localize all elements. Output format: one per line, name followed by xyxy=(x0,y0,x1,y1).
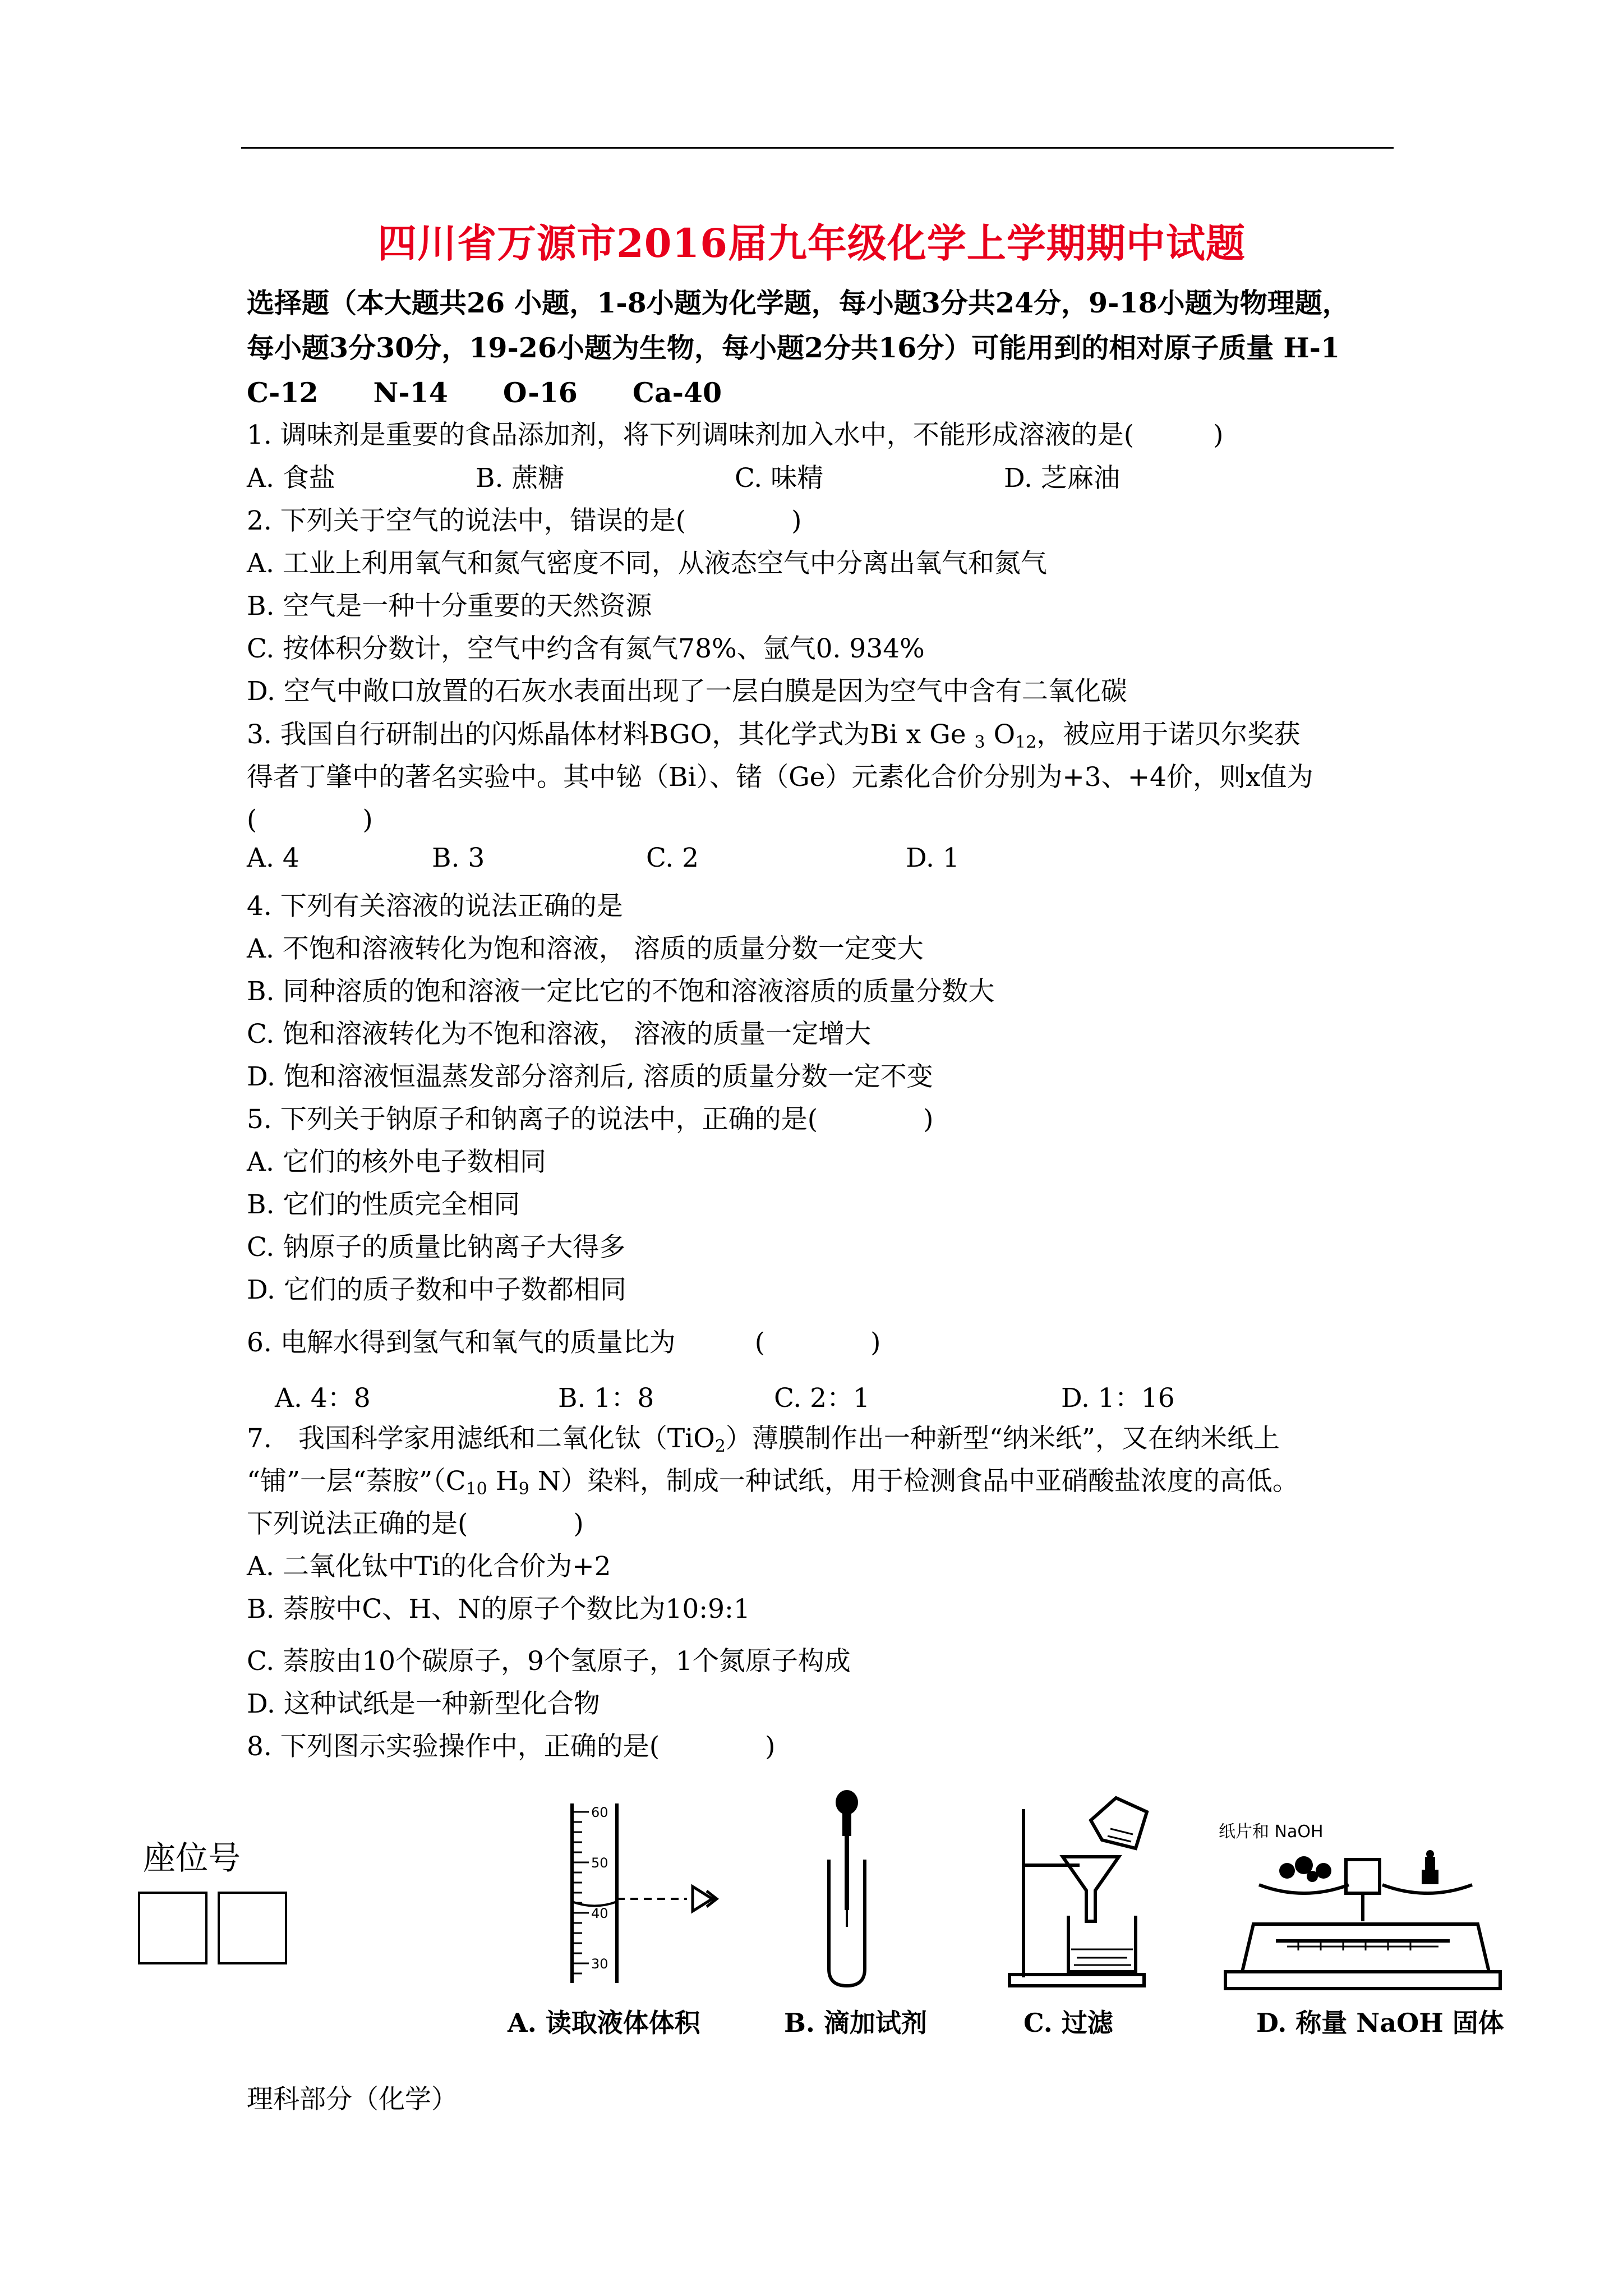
q5-option-d: D. 它们的质子数和中子数都相同 xyxy=(247,1274,626,1305)
q7-stem-line2: “铺”一层“萘胺$”(C_{10}$ $H_9$ N）染料，制成一种试纸，用于检测食品中亚硝酸盐浓度的高低。 xyxy=(247,1466,1299,1499)
q1-stem: 1. 调味剂是重要的食品添加剂，将下列调味剂加入水中，不能形成溶液的是( ) xyxy=(247,420,1224,450)
q7-option-d: D. 这种试纸是一种新型化合物 xyxy=(247,1688,600,1719)
q3-option-d: D. 1 xyxy=(906,843,960,873)
q2-option-c: C. 按体积分数计，空气中约含有氮气78%、氩气0. 934% xyxy=(247,633,925,664)
intro-line: 选择题（本大题共26 小题，1-8小题为化学题，每小题3分共24分，9-18小题为物理题， xyxy=(247,287,1350,319)
q7-stem-line1: 7. 我国科学家用滤纸和二氧化钛（TiO$_2$）薄膜制作出一种新型“纳米纸”，又在纳米纸上 xyxy=(247,1423,1280,1456)
balance-paper-naoh-label: 纸片和 NaOH xyxy=(1219,1822,1324,1842)
q4-option-b: B. 同种溶质的饱和溶液一定比它的不饱和溶液溶质的质量分数大 xyxy=(247,976,995,1007)
q6-option-d: D. 1：16 xyxy=(1061,1383,1175,1414)
q3-option-b: B. 3 xyxy=(432,843,485,873)
q4-stem: 4. 下列有关溶液的说法正确的是 xyxy=(247,891,623,922)
q2-option-b: B. 空气是一种十分重要的天然资源 xyxy=(247,591,652,622)
q6-option-b: B. 1：8 xyxy=(558,1383,654,1414)
q1-option-c: C. 味精 xyxy=(735,463,824,494)
q4-option-c: C. 饱和溶液转化为不饱和溶液， 溶液的质量一定增大 xyxy=(247,1019,872,1050)
figure-dropper-test-tube xyxy=(780,1787,914,1989)
q3-option-c: C. 2 xyxy=(646,843,699,873)
q4-option-a: A. 不饱和溶液转化为饱和溶液， 溶质的质量分数一定变大 xyxy=(247,933,924,964)
q5-option-a: A. 它们的核外电子数相同 xyxy=(247,1147,546,1177)
section-intro xyxy=(247,280,1396,415)
q2-option-d: D. 空气中敞口放置的石灰水表面出现了一层白膜是因为空气中含有二氧化碳 xyxy=(247,676,1127,707)
q7-option-a: A. 二氧化钛中Ti的化合价为+2 xyxy=(247,1551,611,1582)
cylinder-tick-label: 40 xyxy=(591,1906,608,1921)
q3-stem-line3: ( ) xyxy=(247,804,373,835)
figure-d-caption: D. 称量 NaOH 固体 xyxy=(1256,2008,1504,2038)
cylinder-tick-label: 30 xyxy=(591,1956,608,1972)
q6-stem: 6. 电解水得到氢气和氧气的质量比为 ( ) xyxy=(247,1327,881,1358)
cylinder-tick-label: 60 xyxy=(591,1805,608,1820)
q3-stem-line2: 得者丁肇中的著名实验中。其中铋（Bi）、锗（Ge）元素化合价分别为+3、+4价，则x值为 xyxy=(247,762,1313,793)
q7-option-c: C. 萘胺由10个碳原子，9个氢原子，1个氮原子构成 xyxy=(247,1646,851,1677)
q2-stem: 2. 下列关于空气的说法中，错误的是( ) xyxy=(247,505,802,536)
figure-b-caption: B. 滴加试剂 xyxy=(784,2008,927,2038)
q6-option-a: A. 4：8 xyxy=(275,1383,371,1414)
q6-option-c: C. 2：1 xyxy=(774,1383,870,1414)
figure-a-caption: A. 读取液体体积 xyxy=(508,2008,700,2038)
q1-option-a: A. 食盐 xyxy=(247,463,335,494)
section-footer: 理科部分（化学） xyxy=(247,2084,458,2115)
q5-option-c: C. 钠原子的质量比钠离子大得多 xyxy=(247,1232,626,1263)
figure-c-caption: C. 过滤 xyxy=(1023,2008,1113,2038)
q2-option-a: A. 工业上利用氧气和氮气密度不同，从液态空气中分离出氧气和氮气 xyxy=(247,548,1047,579)
intro-line: C-12 N-14 O-16 Ca-40 xyxy=(247,376,722,409)
q3-option-a: A. 4 xyxy=(247,843,299,873)
intro-line: 每小题3分30分，19-26小题为生物，每小题2分共16分）可能用到的相对原子质量 H-1 xyxy=(247,332,1340,364)
cylinder-tick-label: 50 xyxy=(591,1855,608,1871)
q1-option-b: B. 蔗糖 xyxy=(476,463,565,494)
q5-stem: 5. 下列关于钠原子和钠离子的说法中，正确的是( ) xyxy=(247,1104,934,1135)
figure-filtration xyxy=(1007,1787,1175,1994)
figure-graduated-cylinder xyxy=(550,1787,729,1989)
seat-number-box[interactable] xyxy=(138,1892,208,1964)
page-title: 四川省万源市2016届九年级化学上学期期中试题 xyxy=(377,220,1246,266)
q8-stem: 8. 下列图示实验操作中，正确的是( ) xyxy=(247,1731,776,1762)
seat-number-label: 座位号 xyxy=(143,1839,241,1877)
q4-option-d: D. 饱和溶液恒温蒸发部分溶剂后, 溶质的质量分数一定不变 xyxy=(247,1061,933,1092)
q5-option-b: B. 它们的性质完全相同 xyxy=(247,1189,520,1220)
q7-stem-line3: 下列说法正确的是( ) xyxy=(247,1508,584,1539)
q3-stem-line1: 3. 我国自行研制出的闪烁晶体材料BGO，其化学式为Bi x Ge $_3$ $O_{12}$，被应用于诺贝尔奖获 xyxy=(247,719,1301,752)
seat-number-box[interactable] xyxy=(218,1892,287,1964)
q7-option-b: B. 萘胺中C、H、N的原子个数比为10:9:1 xyxy=(247,1594,750,1625)
figure-balance xyxy=(1214,1787,1506,2000)
header-rule xyxy=(241,147,1394,149)
q1-option-d: D. 芝麻油 xyxy=(1004,463,1120,494)
